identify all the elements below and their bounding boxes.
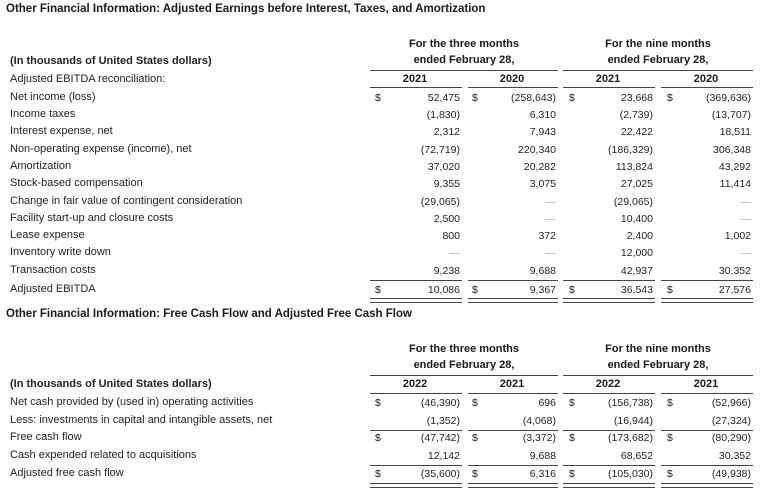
ebitda-period-three: For the three months <box>408 38 519 50</box>
value-cell: (105,030) <box>608 468 653 480</box>
value-cell: — <box>545 247 556 259</box>
currency-symbol: $ <box>569 468 575 480</box>
value-cell: 6,316 <box>529 468 556 480</box>
ebitda-period-nine-ended: ended February 28, <box>607 54 709 66</box>
value-cell: 43,292 <box>718 161 751 173</box>
ebitda-units-label: (In thousands of United States dollars) <box>10 55 212 67</box>
currency-symbol: $ <box>375 284 381 296</box>
value-cell: 22,422 <box>620 126 653 138</box>
row-label: Net cash provided by (used in) operating activities <box>10 396 254 408</box>
value-cell: (72,719) <box>420 144 460 156</box>
subtotal-underline <box>468 465 558 466</box>
value-cell: (29,065) <box>613 196 653 208</box>
table-row <box>0 396 761 414</box>
value-cell: (2,739) <box>619 109 653 121</box>
ebitda-period-nine-underline <box>563 70 753 71</box>
currency-symbol: $ <box>472 432 478 444</box>
fcf-period-three-ended: ended February 28, <box>413 359 515 371</box>
total-double-underline <box>661 298 753 303</box>
value-cell: (29,065) <box>420 196 460 208</box>
row-label: Transaction costs <box>10 264 96 276</box>
value-cell: (13,707) <box>711 109 751 121</box>
value-cell: 9,355 <box>433 178 460 190</box>
value-cell: 2,400 <box>626 230 653 242</box>
fcf-period-nine: For the nine months <box>605 343 711 355</box>
ebitda-year-col1-underline <box>370 87 462 88</box>
value-cell: — <box>545 213 556 225</box>
fcf-year-col2-underline <box>468 393 558 394</box>
ebitda-year-col4-underline <box>661 87 753 88</box>
row-label: Cash expended related to acquisitions <box>10 449 197 461</box>
value-cell: (46,390) <box>420 397 460 409</box>
value-cell: 30,352 <box>718 450 751 462</box>
row-label: Income taxes <box>10 108 76 120</box>
subtotal-underline <box>468 280 558 281</box>
row-label: Non-operating expense (income), net <box>10 143 192 155</box>
ebitda-period-three-underline <box>370 70 558 71</box>
ebitda-year-col2: 2020 <box>499 73 525 85</box>
table-row <box>0 143 761 161</box>
value-cell: (156,738) <box>608 397 653 409</box>
value-cell: (1,830) <box>426 109 460 121</box>
currency-symbol: $ <box>667 397 673 409</box>
value-cell: 696 <box>538 397 556 409</box>
row-label: Net income (loss) <box>10 91 96 103</box>
table-row <box>0 229 761 247</box>
value-cell: 37,020 <box>427 161 460 173</box>
value-cell: (49,938) <box>711 468 751 480</box>
value-cell: (52,966) <box>711 397 751 409</box>
value-cell: 23,668 <box>620 92 653 104</box>
currency-symbol: $ <box>375 468 381 480</box>
value-cell: (80,290) <box>711 432 751 444</box>
value-cell: (47,742) <box>420 432 460 444</box>
ebitda-reconciliation-label: Adjusted EBITDA reconciliation: <box>10 73 166 85</box>
value-cell: 220,340 <box>518 144 556 156</box>
fcf-period-three-underline <box>370 375 558 376</box>
row-label: Change in fair value of contingent consideration <box>10 195 243 207</box>
currency-symbol: $ <box>375 432 381 444</box>
fcf-year-col4-underline <box>661 393 753 394</box>
row-label: Less: investments in capital and intangible assets, net <box>10 414 273 426</box>
value-cell: 9,688 <box>529 265 556 277</box>
currency-symbol: $ <box>375 397 381 409</box>
row-label: Adjusted free cash flow <box>10 467 124 479</box>
row-label: Amortization <box>10 160 72 172</box>
table-row <box>0 431 761 449</box>
value-cell: (369,636) <box>706 92 751 104</box>
ebitda-year-col4: 2020 <box>693 73 719 85</box>
value-cell: 27,025 <box>620 178 653 190</box>
currency-symbol: $ <box>472 397 478 409</box>
row-label: Interest expense, net <box>10 125 113 137</box>
fcf-year-col4: 2021 <box>693 378 719 390</box>
fcf-year-col1: 2022 <box>402 378 428 390</box>
fcf-period-nine-underline <box>563 375 753 376</box>
value-cell: (173,682) <box>608 432 653 444</box>
value-cell: — <box>740 213 751 225</box>
currency-symbol: $ <box>375 92 381 104</box>
subtotal-underline <box>661 465 753 466</box>
ebitda-year-col1: 2021 <box>402 73 428 85</box>
value-cell: — <box>545 196 556 208</box>
value-cell: (3,372) <box>522 432 556 444</box>
value-cell: 1,002 <box>724 230 751 242</box>
value-cell: 6,310 <box>529 109 556 121</box>
fcf-year-col2: 2021 <box>499 378 525 390</box>
value-cell: 9,238 <box>433 265 460 277</box>
table-row <box>0 125 761 143</box>
value-cell: 12,000 <box>620 247 653 259</box>
total-double-underline <box>468 483 558 488</box>
value-cell: — <box>740 247 751 259</box>
value-cell: 30,352 <box>718 265 751 277</box>
total-double-underline <box>661 483 753 488</box>
value-cell: 36,543 <box>620 284 653 296</box>
value-cell: 9,688 <box>529 450 556 462</box>
fcf-title: Other Financial Information: Free Cash Flow and Adjusted Free Cash Flow <box>6 308 412 320</box>
currency-symbol: $ <box>569 397 575 409</box>
value-cell: — <box>740 196 751 208</box>
value-cell: (4,068) <box>522 415 556 427</box>
value-cell: 11,414 <box>719 178 751 190</box>
value-cell: (16,944) <box>613 415 653 427</box>
subtotal-underline <box>563 280 655 281</box>
value-cell: (1,352) <box>426 415 460 427</box>
row-label: Adjusted EBITDA <box>10 283 96 295</box>
table-row <box>0 108 761 126</box>
value-cell: 68,652 <box>620 450 653 462</box>
value-cell: 42,937 <box>620 265 653 277</box>
ebitda-period-nine: For the nine months <box>605 38 711 50</box>
currency-symbol: $ <box>667 432 673 444</box>
value-cell: (35,600) <box>420 468 460 480</box>
total-double-underline <box>563 298 655 303</box>
value-cell: 800 <box>442 230 460 242</box>
currency-symbol: $ <box>667 284 673 296</box>
subtotal-underline <box>370 465 462 466</box>
total-double-underline <box>563 483 655 488</box>
total-double-underline <box>370 483 462 488</box>
subtotal-underline <box>370 280 462 281</box>
value-cell: 113,824 <box>615 161 653 173</box>
currency-symbol: $ <box>472 92 478 104</box>
fcf-period-three: For the three months <box>408 343 519 355</box>
value-cell: 18,511 <box>719 126 751 138</box>
value-cell: (258,643) <box>511 92 556 104</box>
table-row <box>0 246 761 264</box>
value-cell: 7,943 <box>529 126 556 138</box>
table-row <box>0 212 761 230</box>
table-row <box>0 91 761 109</box>
value-cell: 10,400 <box>620 213 653 225</box>
currency-symbol: $ <box>472 468 478 480</box>
value-cell: 372 <box>538 230 556 242</box>
subtotal-underline <box>661 280 753 281</box>
ebitda-year-col2-underline <box>468 87 558 88</box>
currency-symbol: $ <box>569 92 575 104</box>
currency-symbol: $ <box>667 468 673 480</box>
table-row <box>0 195 761 213</box>
value-cell: 9,367 <box>529 284 556 296</box>
total-double-underline <box>468 298 558 303</box>
ebitda-period-three-ended: ended February 28, <box>413 54 515 66</box>
row-label: Lease expense <box>10 229 85 241</box>
subtotal-underline <box>563 465 655 466</box>
table-row <box>0 160 761 178</box>
row-label: Inventory write down <box>10 246 111 258</box>
row-label: Free cash flow <box>10 431 82 443</box>
value-cell: 27,576 <box>718 284 751 296</box>
fcf-year-col1-underline <box>370 393 462 394</box>
value-cell: 306,348 <box>713 144 751 156</box>
currency-symbol: $ <box>569 284 575 296</box>
currency-symbol: $ <box>569 432 575 444</box>
value-cell: 12,142 <box>427 450 460 462</box>
value-cell: 10,086 <box>427 284 460 296</box>
fcf-units-label: (In thousands of United States dollars) <box>10 378 212 390</box>
value-cell: (27,324) <box>711 415 751 427</box>
value-cell: — <box>449 247 460 259</box>
ebitda-year-col3: 2021 <box>595 73 621 85</box>
row-label: Facility start-up and closure costs <box>10 212 174 224</box>
value-cell: 3,075 <box>529 178 556 190</box>
fcf-period-nine-ended: ended February 28, <box>607 359 709 371</box>
value-cell: (186,329) <box>608 144 653 156</box>
total-double-underline <box>370 298 462 303</box>
row-label: Stock-based compensation <box>10 177 143 189</box>
fcf-year-col3-underline <box>563 393 655 394</box>
ebitda-year-col3-underline <box>563 87 655 88</box>
currency-symbol: $ <box>667 92 673 104</box>
value-cell: 20,282 <box>523 161 556 173</box>
value-cell: 2,500 <box>433 213 460 225</box>
currency-symbol: $ <box>472 284 478 296</box>
value-cell: 2,312 <box>433 126 460 138</box>
table-row <box>0 177 761 195</box>
ebitda-title: Other Financial Information: Adjusted Earnings before Interest, Taxes, and Amortization <box>6 3 486 15</box>
fcf-year-col3: 2022 <box>595 378 621 390</box>
value-cell: 52,475 <box>427 92 460 104</box>
